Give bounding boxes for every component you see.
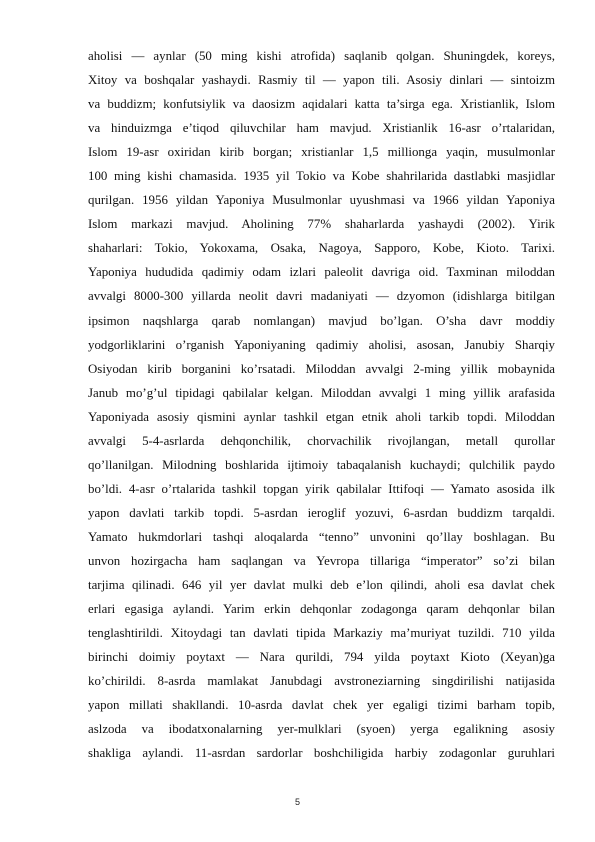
text-line: yodgorliklarini o’rganish Yaponiyaning qadimiy aholisi, asosan, Janubiy Sharqiy xyxy=(88,337,555,352)
text-line: Yamato hukmdorlari tashqi aloqalarda “tenno” unvonini qo’llay boshlagan. Bu xyxy=(88,529,555,544)
text-line: Osiyodan kirib borganini ko’rsatadi. Miloddan avvalgi 2-ming yillik mobaynida xyxy=(88,361,555,376)
text-line: va buddizm; konfutsiylik va daosizm aqidalari katta ta’sirga ega. Xristianlik, Islom xyxy=(88,97,555,112)
text-line: bo’ldi. 4-asr o’rtalarida tashkil topgan yirik qabilalar Ittifoqi — Yamato asosida ilk xyxy=(88,481,555,496)
text-line: ko’chirildi. 8-asrda mamlakat Janubdagi avstroneziarning singdirilishi natijasida xyxy=(88,674,555,689)
body-text xyxy=(88,44,555,765)
text-line: Janub mo’g’ul tipidagi qabilalar kelgan. Miloddan avvalgi 1 ming yillik arafasida xyxy=(88,385,555,400)
text-line: va hinduizmga e’tiqod qiluvchilar ham mavjud. Xristianlik 16-asr o’rtalaridan, xyxy=(88,121,555,136)
text-line: unvon hozirgacha ham saqlangan va Yevropa tillariga “imperator” so’zi bilan xyxy=(88,553,555,568)
text-line: Islom 19-asr oxiridan kirib borgan; xristianlar 1,5 millionga yaqin, musulmonlar xyxy=(88,145,555,160)
text-line: Xitoy va boshqalar yashaydi. Rasmiy til — yapon tili. Asosiy dinlari — sintoizm xyxy=(88,73,555,88)
text-line: avvalgi 8000-300 yillarda neolit davri madaniyati — dzyomon (idishlarga bitilgan xyxy=(88,289,555,304)
text-line: tarjima qilinadi. 646 yil yer davlat mulki deb e’lon qilindi, aholi esa davlat chek xyxy=(88,578,555,593)
text-line: aholisi — aynlar (50 ming kishi atrofida) saqlanib qolgan. Shuningdek, koreys, xyxy=(88,49,555,63)
text-line: ipsimon naqshlarga qarab nomlangan) mavjud bo’lgan. O’sha davr moddiy xyxy=(88,313,555,328)
text-line: yapon millati shakllandi. 10-asrda davlat chek yer egaligi tizimi barham topib, xyxy=(88,698,555,713)
text-line: qurilgan. 1956 yildan Yaponiya Musulmonlar uyushmasi va 1966 yildan Yaponiya xyxy=(88,193,555,208)
text-line: avvalgi 5-4-asrlarda dehqonchilik, chorvachilik rivojlangan, metall qurollar xyxy=(88,433,555,448)
page-number: 5 xyxy=(294,797,300,807)
text-line: Yaponiyada asosiy qismini aynlar tashkil etgan etnik aholi tarkib topdi. Miloddan xyxy=(88,409,555,424)
text-line: tenglashtirildi. Xitoydagi tan davlati tipida Markaziy ma’muriyat tuzildi. 710 yilda xyxy=(88,626,555,641)
text-line: aslzoda va ibodatxonalarning yer-mulklari (syoen) yerga egalikning asosiy xyxy=(88,722,555,737)
text-line: birinchi doimiy poytaxt — Nara qurildi, 794 yilda poytaxt Kioto (Xeyan)ga xyxy=(88,650,555,665)
text-line: shaharlari: Tokio, Yokoxama, Osaka, Nagoya, Sapporo, Kobe, Kioto. Tarixi. xyxy=(88,241,555,256)
text-line: shakliga aylandi. 11-asrdan sardorlar boshchiligida harbiy zodagonlar guruhlari xyxy=(88,746,555,761)
text-line: Islom markazi mavjud. Aholining 77% shaharlarda yashaydi (2002). Yirik xyxy=(88,217,555,232)
text-line: Yaponiya hududida qadimiy odam izlari paleolit davriga oid. Taxminan miloddan xyxy=(88,265,555,280)
text-line: qo’llanilgan. Milodning boshlarida ijtimoiy tabaqalanish kuchaydi; qulchilik paydo xyxy=(88,457,555,472)
text-line: 100 ming kishi chamasida. 1935 yil Tokio va Kobe shahrilarida dastlabki masjidlar xyxy=(88,169,555,184)
text-line: erlari egasiga aylandi. Yarim erkin dehqonlar zodagonga qaram dehqonlar bilan xyxy=(88,602,555,617)
text-line: yapon davlati tarkib topdi. 5-asrdan ieroglif yozuvi, 6-asrdan buddizm tarqaldi. xyxy=(88,505,555,520)
